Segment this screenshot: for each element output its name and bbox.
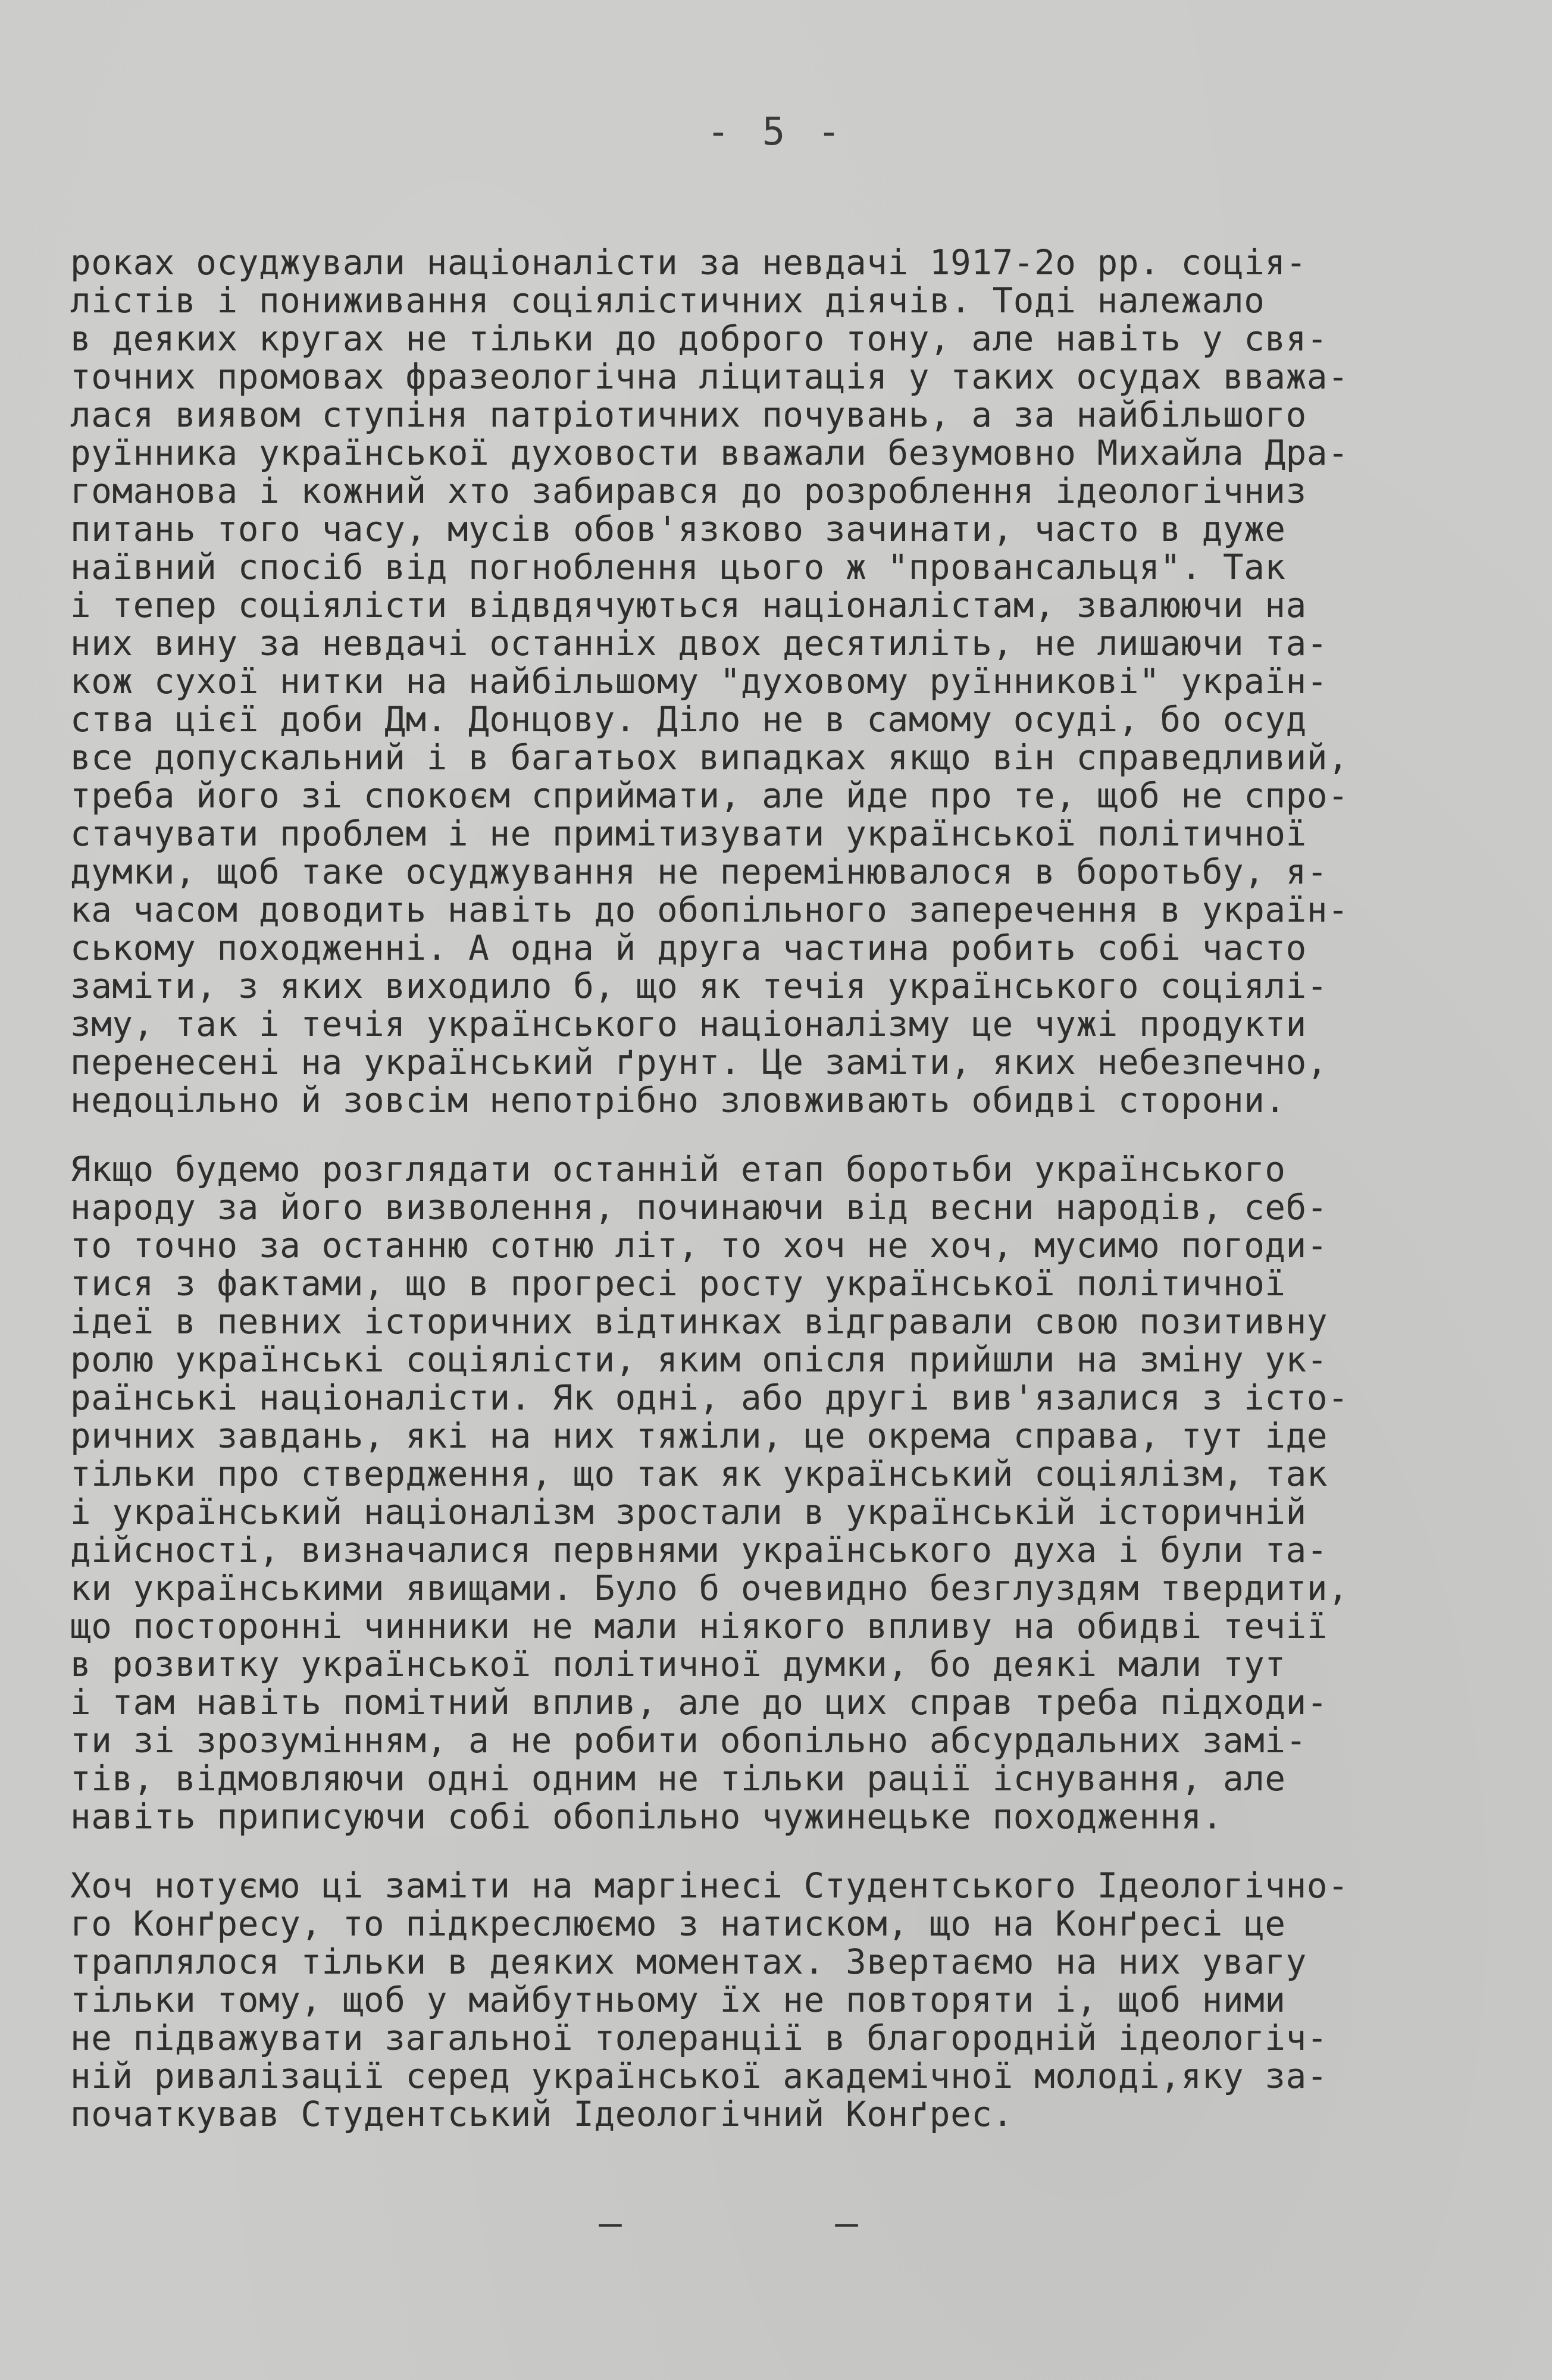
text-line: лістів і пониживання соціялістичних діячів. Тоді належало (70, 281, 1265, 321)
paragraph (70, 1867, 1487, 2134)
text-line: Якщо будемо розглядати останній етап боротьби українського (70, 1150, 1286, 1189)
text-line: траплялося тільки в деяких моментах. Звертаємо на них увагу (70, 1942, 1307, 1982)
text-line: ка часом доводить навіть до обопільного заперечення в україн- (70, 890, 1349, 930)
text-line: тільки тому, щоб у майбутньому їх не повторяти і, щоб ними (70, 1980, 1286, 2020)
text-line: ідеї в певних історичних відтинках відгравали свою позитивну (70, 1302, 1328, 1342)
text-line: кож сухої нитки на найбільшому "духовому руїнникові" україн- (70, 662, 1328, 702)
text-line: ричних завдань, які на них тяжіли, це окрема справа, тут іде (70, 1416, 1328, 1456)
text-line: ній ривалізації серед української академічної молоді,яку за- (70, 2056, 1328, 2096)
text-line: в деяких кругах не тільки до доброго тону, але навіть у свя- (70, 319, 1328, 359)
text-line: недоцільно й зовсім непотрібно зловживають обидві сторони. (70, 1081, 1286, 1120)
text-line: народу за його визволення, починаючи від весни народів, себ- (70, 1188, 1328, 1227)
text-line: го Конґресу, то підкреслюємо з натиском, що на Конґресі це (70, 1904, 1286, 1944)
text-line: що посторонні чинники не мали ніякого впливу на обидві течії (70, 1606, 1328, 1646)
text-line: Хоч нотуємо ці заміти на маргінесі Студентського Ідеологічно- (70, 1866, 1349, 1906)
text-line: ти зі зрозумінням, а не робити обопільно абсурдальних замі- (70, 1721, 1307, 1761)
text-line: дійсності, визначалися первнями українського духа і були та- (70, 1530, 1328, 1570)
text-line: тільки про ствердження, що так як український соціялізм, так (70, 1454, 1328, 1494)
document-body (70, 244, 1487, 2165)
paragraph (70, 1151, 1487, 1836)
text-line: ролю українські соціялісти, яким опісля прийшли на зміну ук- (70, 1340, 1328, 1380)
text-line: початкував Студентський Ідеологічний Конґрес. (70, 2094, 1013, 2134)
text-line: руїнника української духовости вважали безумовно Михайла Дра- (70, 433, 1349, 473)
text-line: лася виявом ступіня патріотичних почувань, а за найбільшого (70, 395, 1307, 435)
paragraph (70, 244, 1487, 1120)
text-line: тів, відмовляючи одні одним не тільки рації існування, але (70, 1759, 1286, 1799)
text-line: наївний спосіб від погноблення цього ж "провансальця". Так (70, 547, 1286, 587)
page-number: - 5 - (706, 110, 846, 154)
text-line: гоманова і кожний хто забирався до розроблення ідеологічниз (70, 471, 1307, 511)
text-line: і тепер соціялісти відвдячуються націоналістам, звалюючи на (70, 585, 1307, 625)
text-line: не підважувати загальної толеранції в благородній ідеологіч- (70, 2018, 1328, 2058)
text-line: думки, щоб таке осуджування не перемінювалося в боротьбу, я- (70, 852, 1328, 892)
text-line: них вину за невдачі останніх двох десятиліть, не лишаючи та- (70, 624, 1328, 663)
text-line: в розвитку української політичної думки, бо деякі мали тут (70, 1645, 1286, 1684)
text-line: перенесені на український ґрунт. Це заміти, яких небезпечно, (70, 1042, 1328, 1082)
text-line: ства цієї доби Дм. Донцову. Діло не в самому осуді, бо осуд (70, 700, 1307, 740)
text-line: треба його зі спокоєм сприймати, але йде про те, щоб не спро- (70, 776, 1349, 816)
text-line: ському походженні. А одна й друга частина робить собі часто (70, 928, 1307, 968)
text-line: зму, так і течія українського націоналізму це чужі продукти (70, 1004, 1307, 1044)
text-line: питань того часу, мусів обов'язково зачинати, часто в дуже (70, 509, 1286, 549)
text-line: навіть приписуючи собі обопільно чужинецьке походження. (70, 1797, 1223, 1837)
text-line: роках осуджували націоналісти за невдачі 1917-2о рр. соція- (70, 243, 1307, 283)
text-line: точних промовах фразеологічна ліцитація у таких осудах вважа- (70, 357, 1349, 397)
text-line: то точно за останню сотню літ, то хоч не хоч, мусимо погоди- (70, 1226, 1328, 1266)
text-line: заміти, з яких виходило б, що як течія українського соціялі- (70, 966, 1328, 1006)
text-line: раїнські націоналісти. Як одні, або другі вив'язалися з істо- (70, 1378, 1349, 1418)
text-line: і там навіть помітний вплив, але до цих справ треба підходи- (70, 1683, 1328, 1723)
text-line: тися з фактами, що в прогресі росту української політичної (70, 1264, 1286, 1304)
page-footer-marks: — — (599, 2202, 953, 2246)
text-line: ки українськими явищами. Було б очевидно безглуздям твердити, (70, 1568, 1349, 1608)
text-line: все допускальний і в багатьох випадках якщо він справедливий, (70, 738, 1349, 778)
text-line: стачувати проблем і не примітизувати української політичної (70, 814, 1307, 854)
text-line: і український націоналізм зростали в українській історичній (70, 1492, 1307, 1532)
